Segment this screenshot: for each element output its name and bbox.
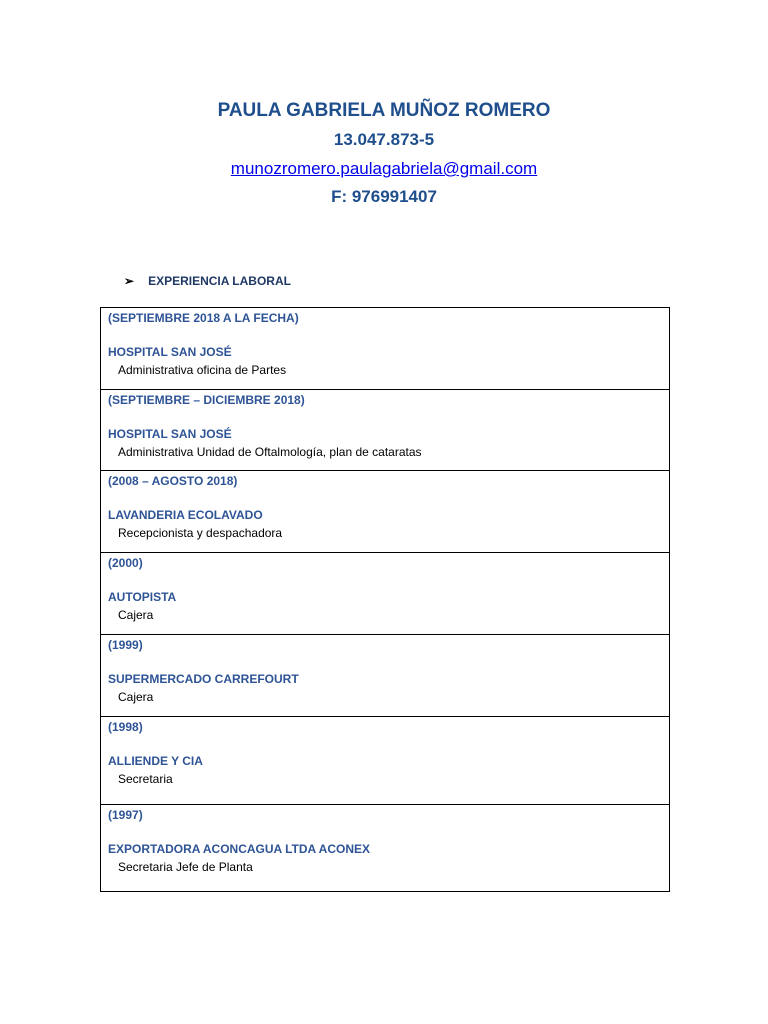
experience-company: HOSPITAL SAN JOSÉ [108,427,232,441]
experience-table [100,307,670,892]
experience-company: SUPERMERCADO CARREFOURT [108,672,299,686]
experience-row [101,717,669,805]
experience-role: Administrativa oficina de Partes [118,363,287,377]
experience-period: (1997) [108,808,143,822]
experience-period: (SEPTIEMBRE – DICIEMBRE 2018) [108,393,305,407]
experience-period: (2008 – AGOSTO 2018) [108,474,238,488]
experience-role: Secretaria Jefe de Planta [118,860,253,874]
email-link[interactable]: munozromero.paulagabriela@gmail.com [230,159,538,178]
experience-row [101,390,669,471]
experience-row [101,635,669,717]
experience-period: (2000) [108,556,143,570]
section-title: EXPERIENCIA LABORAL [148,274,291,288]
arrow-bullet-icon: ➢ [124,274,135,288]
phone-number: F: 976991407 [331,187,437,206]
contact-header [0,96,768,211]
id-number: 13.047.873-5 [333,130,435,149]
experience-row [101,471,669,553]
experience-role: Secretaria [118,772,173,786]
experience-row [101,805,669,891]
section-heading-experience [124,272,291,290]
experience-company: ALLIENDE Y CIA [108,754,203,768]
experience-role: Administrativa Unidad de Oftalmología, plan de cataratas [118,445,422,459]
experience-company: HOSPITAL SAN JOSÉ [108,345,232,359]
experience-company: LAVANDERIA ECOLAVADO [108,508,263,522]
experience-role: Recepcionista y despachadora [118,526,283,540]
experience-row [101,553,669,635]
experience-period: (SEPTIEMBRE 2018 A LA FECHA) [108,311,299,325]
experience-row [101,308,669,390]
experience-role: Cajera [118,690,154,704]
experience-company: EXPORTADORA ACONCAGUA LTDA ACONEX [108,842,370,856]
experience-role: Cajera [118,608,154,622]
experience-period: (1999) [108,638,143,652]
experience-company: AUTOPISTA [108,590,177,604]
experience-period: (1998) [108,720,143,734]
person-name: PAULA GABRIELA MUÑOZ ROMERO [217,100,551,121]
